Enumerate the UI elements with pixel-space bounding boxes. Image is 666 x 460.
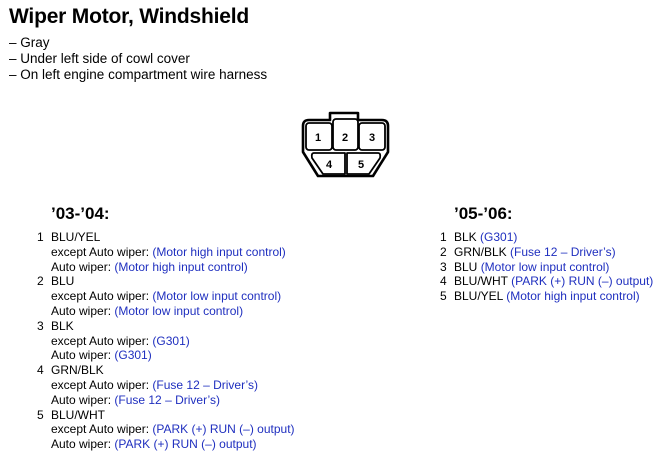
pin-entry: [440, 274, 653, 289]
wire-color: BLU: [454, 259, 481, 274]
pin-number: 4: [37, 363, 44, 378]
circuit-description: (Fuse 12 – Driver’s): [510, 244, 616, 259]
circuit-description: (PARK (+) RUN (–) output): [114, 437, 257, 452]
pin-entry: [440, 289, 653, 304]
pin-entry: [37, 408, 295, 452]
pin-number: 1: [440, 230, 447, 244]
circuit-description: (Motor high input control): [152, 244, 286, 259]
variant-label: Auto wiper:: [51, 392, 115, 407]
wire-color: BLU/YEL: [454, 289, 507, 304]
note-item: – On left engine compartment wire harness: [9, 67, 268, 82]
pin-entry: [440, 230, 653, 245]
variant-label: except Auto wiper:: [51, 377, 153, 392]
pin-number: 4: [440, 274, 447, 289]
wire-color: BLU/WHT: [51, 407, 105, 422]
wire-color: BLK: [51, 318, 74, 333]
note-item: – Gray: [9, 35, 50, 50]
variant-label: Auto wiper:: [51, 348, 115, 363]
variant-label: except Auto wiper:: [51, 333, 153, 348]
pin-number: 5: [37, 407, 44, 422]
pin-number: 3: [37, 318, 44, 333]
pin-number: 4: [325, 159, 333, 171]
pin-number: 5: [440, 289, 447, 304]
circuit-description: (Motor low input control): [152, 289, 282, 304]
circuit-description: (Fuse 12 – Driver’s): [114, 392, 220, 407]
circuit-description: (PARK (+) RUN (–) output): [511, 274, 654, 289]
pin-entry: [37, 363, 295, 407]
pin-entry: [440, 260, 653, 275]
pin-number: 3: [440, 259, 447, 274]
wire-color: GRN/BLK: [51, 363, 104, 378]
wire-color: GRN/BLK: [454, 244, 511, 259]
notes-list: [9, 35, 267, 83]
pin-number: 2: [440, 244, 447, 259]
pin-number: 1: [314, 132, 322, 144]
pin-number: 1: [37, 230, 44, 244]
variant-label: except Auto wiper:: [51, 244, 153, 259]
pin-number: 2: [341, 132, 349, 144]
circuit-description: (Motor high input control): [114, 259, 248, 274]
wire-color: BLU/YEL: [51, 230, 101, 244]
variant-label: Auto wiper:: [51, 303, 115, 318]
pin-entry: [37, 319, 295, 363]
circuit-description: (G301): [480, 230, 518, 244]
note-item: – Under left side of cowl cover: [9, 51, 190, 66]
circuit-description: (G301): [152, 333, 190, 348]
pinout-list-05-06: [440, 230, 653, 304]
variant-label: except Auto wiper:: [51, 422, 153, 437]
circuit-description: (PARK (+) RUN (–) output): [152, 422, 295, 437]
variant-label: Auto wiper:: [51, 259, 115, 274]
circuit-description: (G301): [114, 348, 152, 363]
variant-label: Auto wiper:: [51, 437, 115, 452]
circuit-description: (Fuse 12 – Driver’s): [152, 377, 258, 392]
circuit-description: (Motor high input control): [506, 289, 640, 304]
wire-color: BLK: [454, 230, 481, 244]
variant-label: except Auto wiper:: [51, 289, 153, 304]
pin-entry: [37, 274, 295, 318]
pin-entry: [440, 245, 653, 260]
section-heading-03-04: ’03-’04:: [51, 204, 110, 223]
wire-color: BLU/WHT: [454, 274, 512, 289]
pin-entry: [37, 230, 295, 274]
section-heading-05-06: ’05-’06:: [454, 204, 513, 223]
pin-number: 2: [37, 274, 44, 289]
pin-number: 5: [357, 159, 365, 171]
page-title: Wiper Motor, Windshield: [9, 5, 250, 28]
wire-color: BLU: [51, 274, 75, 289]
connector-face-diagram: [300, 110, 392, 182]
circuit-description: (Motor low input control): [114, 303, 244, 318]
circuit-description: (Motor low input control): [480, 259, 610, 274]
pin-number: 3: [368, 132, 376, 144]
pinout-list-03-04: [37, 230, 295, 452]
